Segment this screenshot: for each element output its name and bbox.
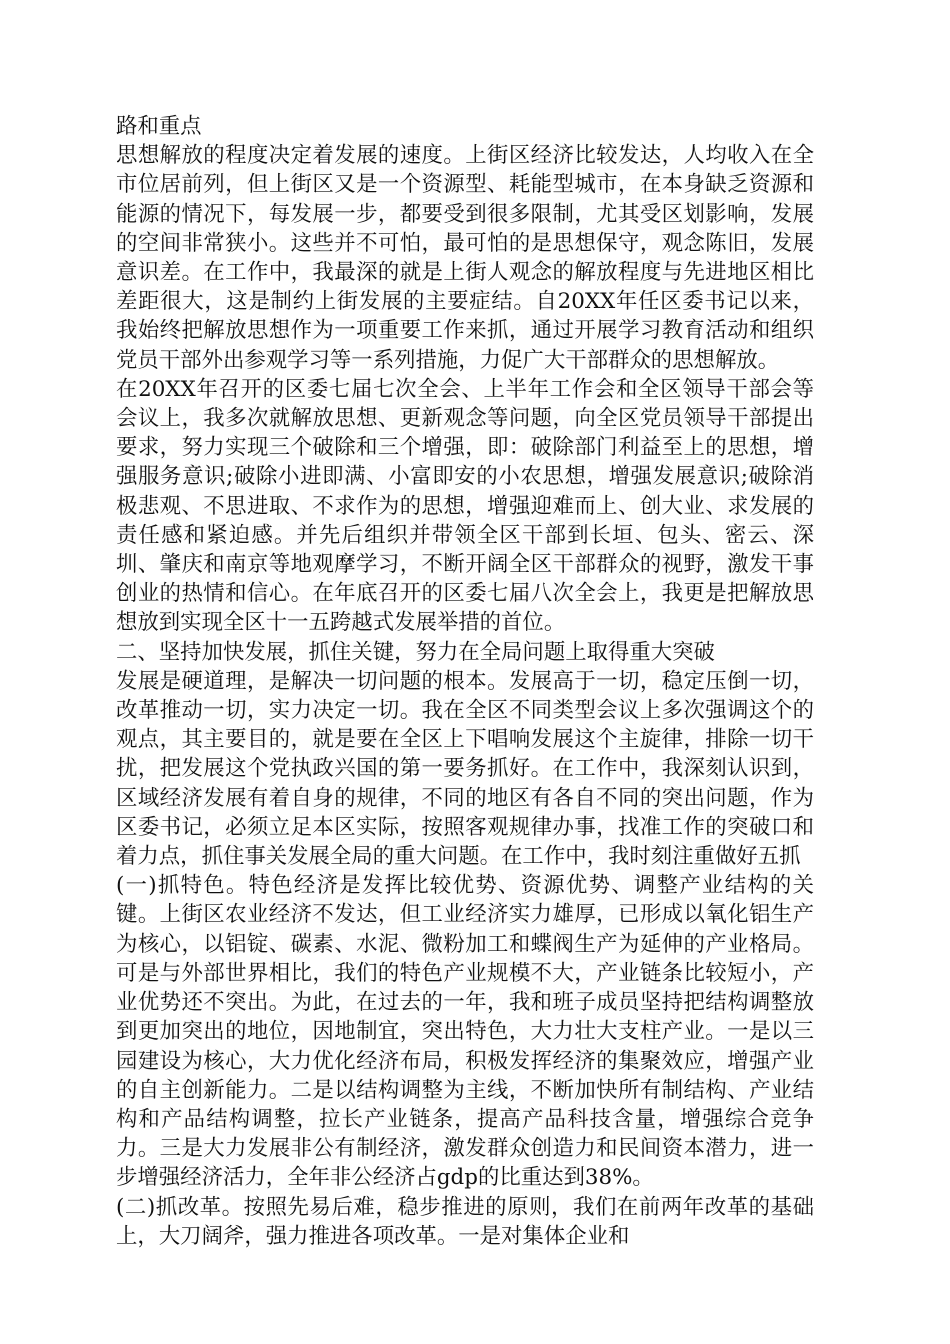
- paragraph-heading-fragment: 路和重点: [116, 114, 202, 139]
- paragraph-reform: (二)抓改革。按照先易后难，稳步推进的原则，我们在前两年改革的基础上，大刀阔斧，强力推进各项改革。一是对集体企业和: [116, 1194, 814, 1249]
- paragraph-development: 发展是硬道理，是解决一切问题的根本。发展高于一切，稳定压倒一切，改革推动一切，实力决定一切。我在全区不同类型会议上多次强调这个的观点，其主要目的，就是要在全区上下唱响发展这个主旋律，排除一切干扰，把发展这个党执政兴国的第一要务抓好。在工作中，我深刻认识到，区域经济发展有着自身的规律，不同的地区有各自不同的突出问题，作为区委书记，必须立足本区实际，按照客观规律办事，找准工作的突破口和着力点，抓住事关发展全局的重大问题。在工作中，我时刻注重做好五抓: [116, 668, 814, 870]
- section-heading-two: 二、坚持加快发展，抓住关键，努力在全局问题上取得重大突破: [116, 639, 715, 665]
- document-page: [116, 112, 814, 1251]
- paragraph-meetings: 在20XX年召开的区委七届七次全会、上半年工作会和全区领导干部会等会议上，我多次就解放思想、更新观念等问题，向全区党员领导干部提出要求，努力实现三个破除和三个增强，即：破除部门利益至上的思想，增强服务意识;破除小进即满、小富即安的小农思想，增强发展意识;破除消极悲观、不思进取、不求作为的思想，增强迎难而上、创大业、求发展的责任感和紧迫感。并先后组织并带领全区干部到长垣、包头、密云、深圳、肇庆和南京等地观摩学习，不断开阔全区干部群众的视野，激发干事创业的热情和信心。在年底召开的区委七届八次全会上，我更是把解放思想放到实现全区十一五跨越式发展举措的首位。: [116, 376, 814, 636]
- paragraph-thought-liberation: 思想解放的程度决定着发展的速度。上街区经济比较发达，人均收入在全市位居前列，但上街区又是一个资源型、耗能型城市，在本身缺乏资源和能源的情况下，每发展一步，都要受到很多限制，尤其受区划影响，发展的空间非常狭小。这些并不可怕，最可怕的是思想保守，观念陈旧，发展意识差。在工作中，我最深的就是上街人观念的解放程度与先进地区相比差距很大，这是制约上街发展的主要症结。自20XX年任区委书记以来，我始终把解放思想作为一项重要工作来抓，通过开展学习教育活动和组织党员干部外出参观学习等一系列措施，力促广大干部群众的思想解放。: [116, 143, 814, 373]
- paragraph-characteristics: (一)抓特色。特色经济是发挥比较优势、资源优势、调整产业结构的关键。上街区农业经济不发达，但工业经济实力雄厚，已形成以氧化铝生产为核心，以铝锭、碳素、水泥、微粉加工和蝶阀生产为延伸的产业格局。可是与外部世界相比，我们的特色产业规模不大，产业链条比较短小，产业优势还不突出。为此，在过去的一年，我和班子成员坚持把结构调整放到更加突出的地位，因地制宜，突出特色，大力壮大支柱产业。一是以三园建设为核心，大力优化经济布局，积极发挥经济的集聚效应，增强产业的自主创新能力。二是以结构调整为主线，不断加快所有制结构、产业结构和产品结构调整，拉长产业链条，提高产品科技含量，增强综合竞争力。三是大力发展非公有制经济，激发群众创造力和民间资本潜力，进一步增强经济活力，全年非公经济占gdp的比重达到38%。: [116, 873, 814, 1191]
